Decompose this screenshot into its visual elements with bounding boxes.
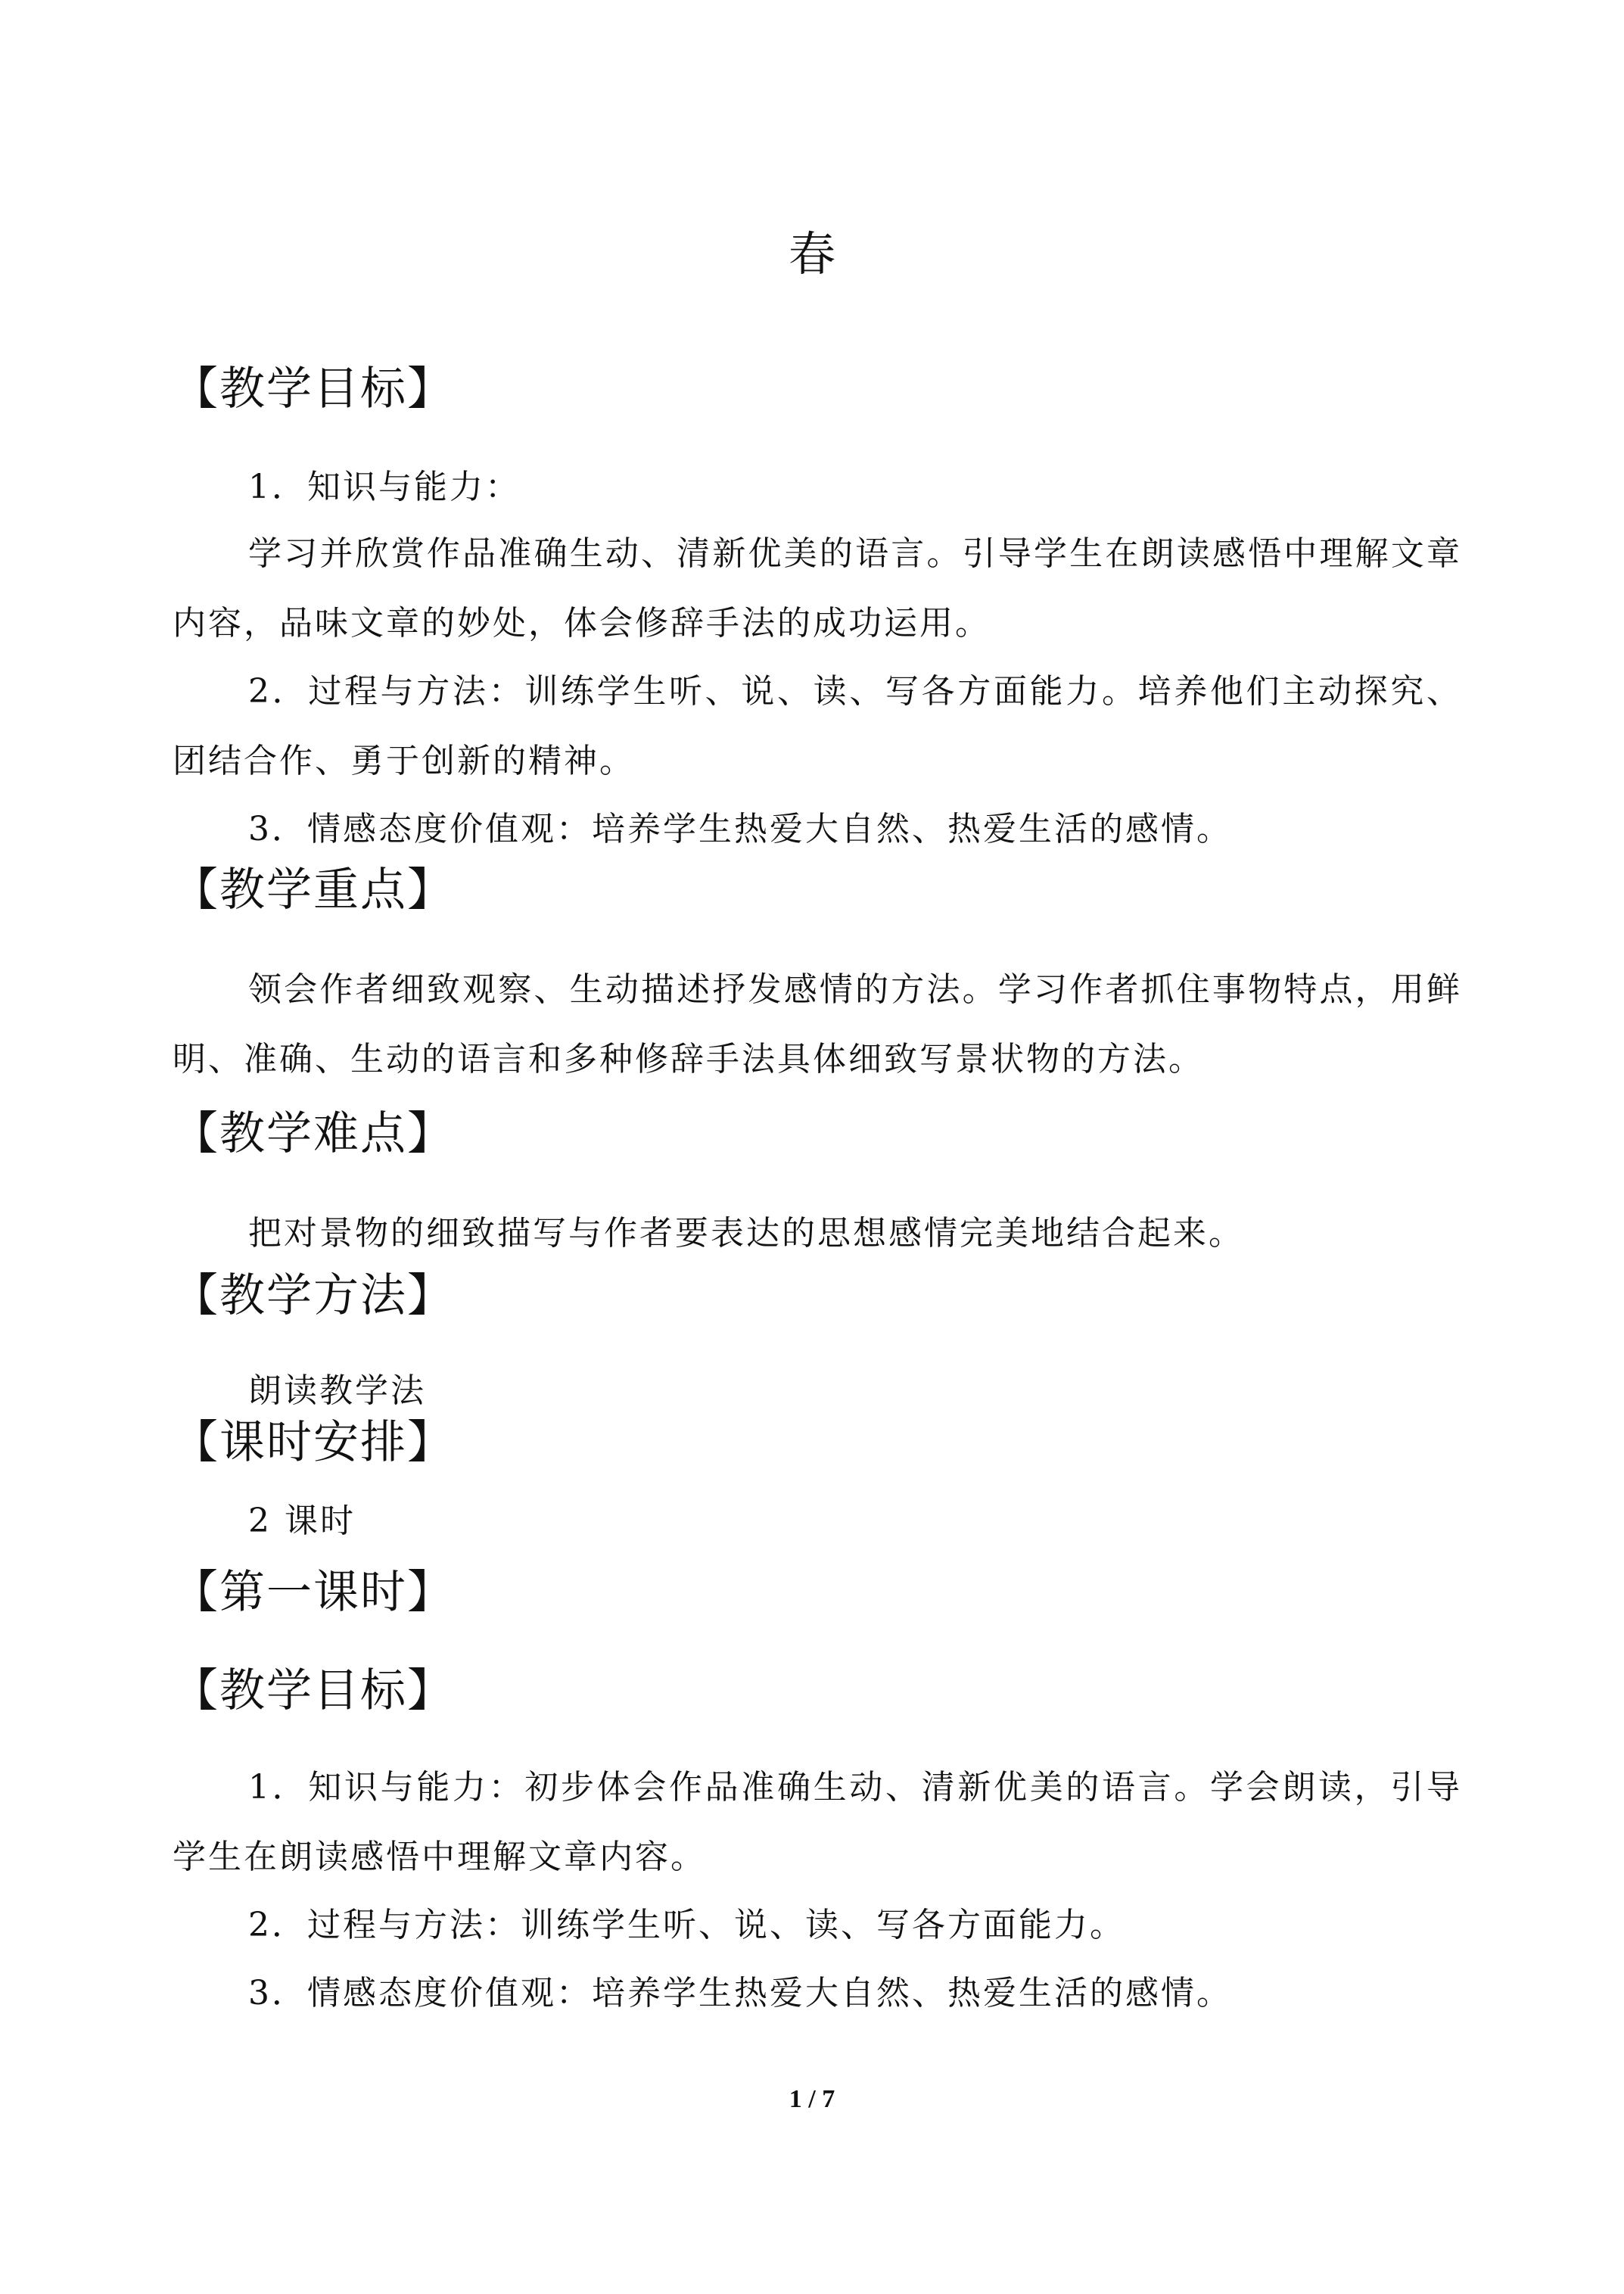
section-heading-difficulties: 【教学难点】 <box>173 1107 454 1160</box>
paragraph: 3．情感态度价值观：培养学生热爱大自然、热爱生活的感情。 <box>248 810 1232 848</box>
paragraph: 领会作者细致观察、生动描述抒发感情的方法。学习作者抓住事物特点，用鲜明、准确、生动的语言和多种修辞手法具体细致写景状物的方法。 <box>173 970 1462 1079</box>
paragraph: 学习并欣赏作品准确生动、清新优美的语言。引导学生在朗读感悟中理解文章内容，品味文章的妙处，体会修辞手法的成功运用。 <box>173 534 1462 643</box>
paragraph: 1．知识与能力：初步体会作品准确生动、清新优美的语言。学会朗读，引导学生在朗读感悟中理解文章内容。 <box>173 1768 1462 1876</box>
paragraph: 把对景物的细致描写与作者要表达的思想感情完美地结合起来。 <box>248 1214 1244 1253</box>
section-heading-key-points: 【教学重点】 <box>173 864 454 917</box>
section-heading-teaching-goals: 【教学目标】 <box>173 363 454 416</box>
section-heading-methods: 【教学方法】 <box>173 1269 454 1322</box>
paragraph: 3．情感态度价值观：培养学生热爱大自然、热爱生活的感情。 <box>248 1974 1232 2012</box>
section-heading-teaching-goals-2: 【教学目标】 <box>173 1664 454 1717</box>
paragraph: 1．知识与能力： <box>248 468 521 506</box>
paragraph: 2 课时 <box>248 1502 356 1540</box>
paragraph: 2．过程与方法：训练学生听、说、读、写各方面能力。培养他们主动探究、团结合作、勇于创新的精神。 <box>173 672 1462 780</box>
page-number: 1 / 7 <box>789 2085 835 2113</box>
document-title: 春 <box>788 226 835 282</box>
section-heading-schedule: 【课时安排】 <box>173 1416 454 1469</box>
section-heading-first-lesson: 【第一课时】 <box>173 1566 454 1619</box>
paragraph: 朗读教学法 <box>248 1371 426 1410</box>
paragraph: 2．过程与方法：训练学生听、说、读、写各方面能力。 <box>248 1906 1125 1944</box>
